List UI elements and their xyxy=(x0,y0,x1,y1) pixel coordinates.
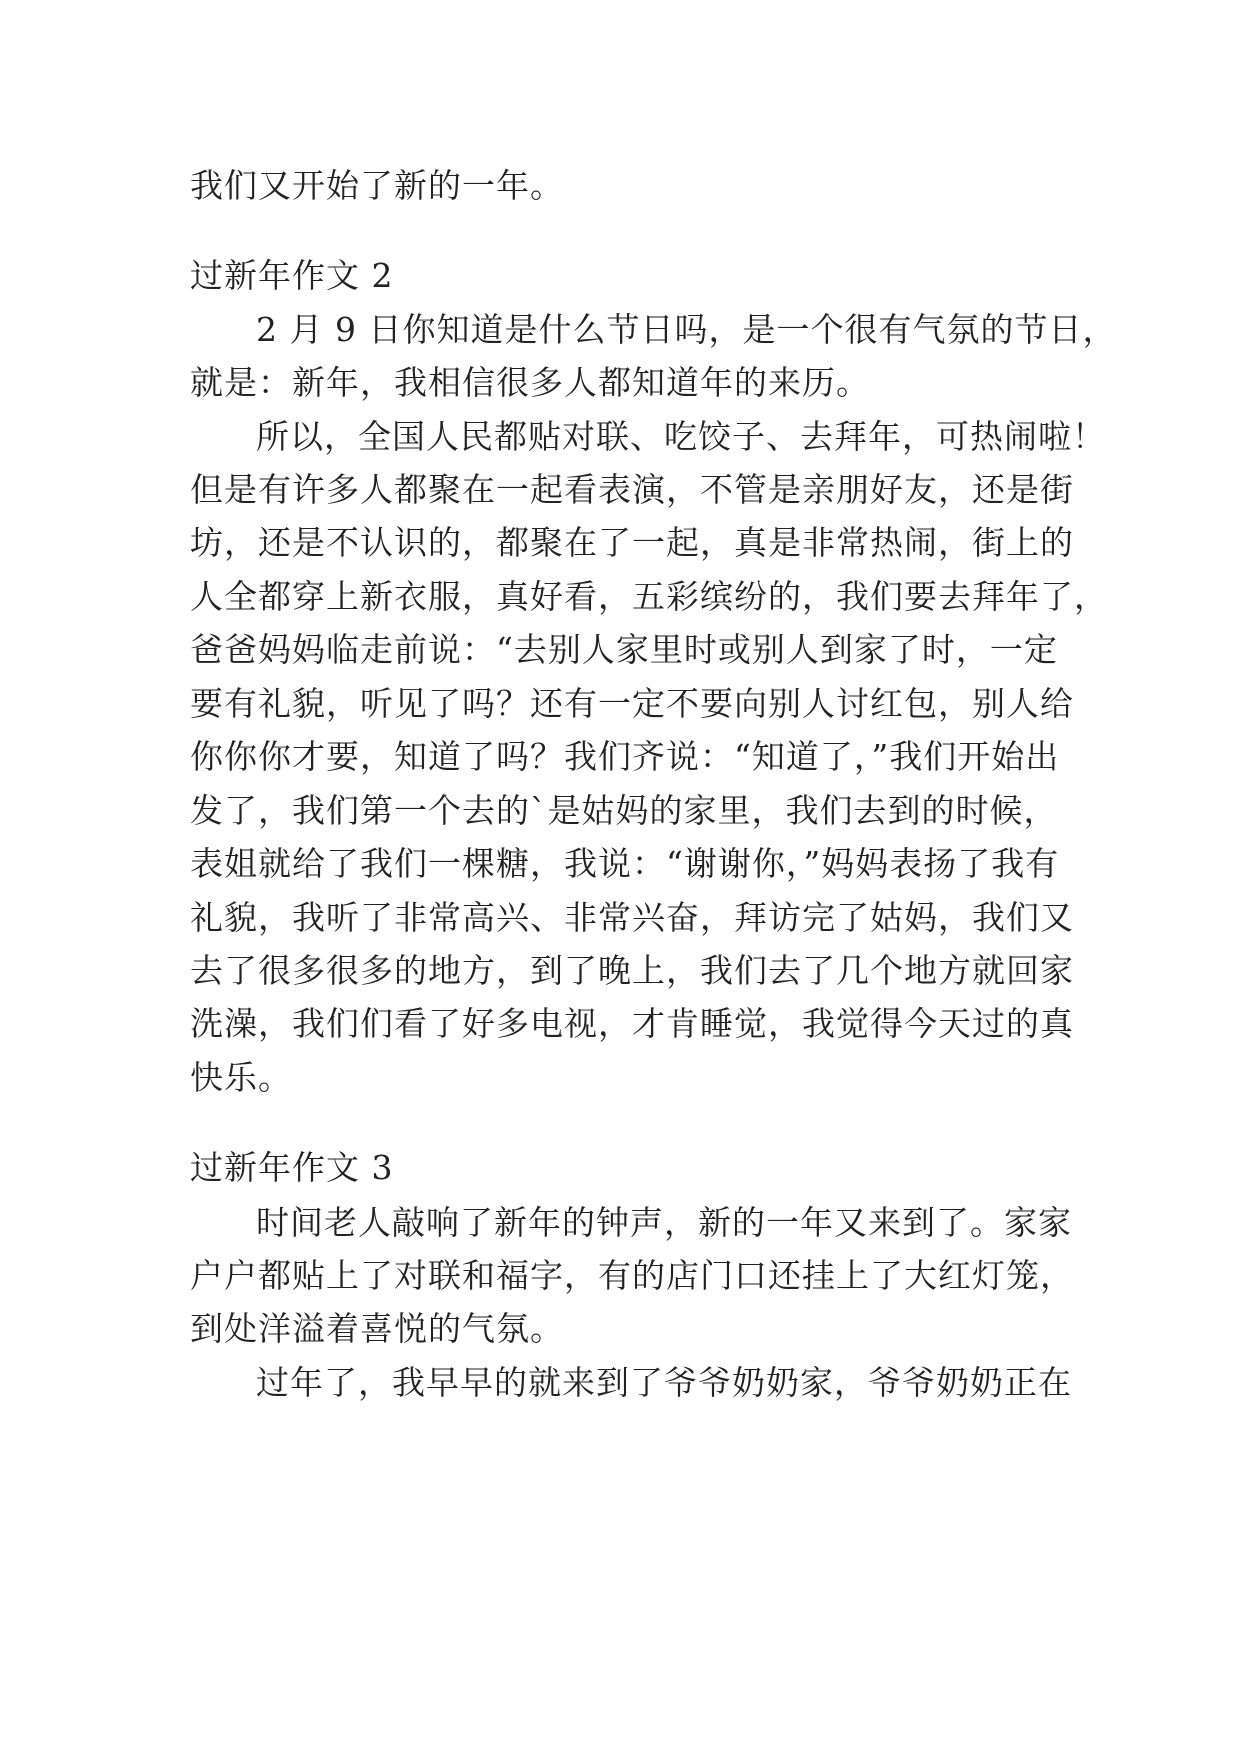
essay-2-line: 人全都穿上新衣服，真好看，五彩缤纷的，我们要去拜年了， xyxy=(190,577,1108,616)
essay-2-line: 去了很多很多的地方，到了晚上，我们去了几个地方就回家 xyxy=(190,951,1074,990)
essay-2-line: 爸爸妈妈临走前说：“去别人家里时或别人到家了时，一定 xyxy=(190,630,1058,669)
essay-2-line: 快乐。 xyxy=(190,1058,292,1097)
essay-2-line: 但是有许多人都聚在一起看表演，不管是亲朋好友，还是街 xyxy=(190,470,1074,509)
essay-2-line: 要有礼貌，听见了吗？还有一定不要向别人讨红包，别人给 xyxy=(190,684,1074,723)
essay-2-line: 表姐就给了我们一棵糖，我说：“谢谢你，”妈妈表扬了我有 xyxy=(190,844,1060,883)
essay-2-line: 礼貌，我听了非常高兴、非常兴奋，拜访完了姑妈，我们又 xyxy=(190,898,1074,937)
essay-3-title: 过新年作文 3 xyxy=(190,1148,394,1187)
essay-2-line: 就是：新年，我相信很多人都知道年的来历。 xyxy=(190,363,870,402)
essay-2-title: 过新年作文 2 xyxy=(190,256,394,295)
essay-3-line: 户户都贴上了对联和福字，有的店门口还挂上了大红灯笼， xyxy=(190,1256,1074,1295)
essay-2-line: 你你你才要，知道了吗？我们齐说：“知道了，”我们开始出 xyxy=(190,737,1060,776)
essay-2-line: 2 月 9 日你知道是什么节日吗，是一个很有气氛的节日， xyxy=(256,310,1117,349)
essay-2-line: 坊，还是不认识的，都聚在了一起，真是非常热闹，街上的 xyxy=(190,523,1074,562)
essay-3-line: 时间老人敲响了新年的钟声，新的一年又来到了。家家 xyxy=(256,1203,1072,1242)
essay-2-line: 所以，全国人民都贴对联、吃饺子、去拜年，可热闹啦！ xyxy=(256,417,1106,456)
essay-3-line: 过年了，我早早的就来到了爷爷奶奶家，爷爷奶奶正在 xyxy=(256,1363,1072,1402)
essay-3-line: 到处洋溢着喜悦的气氛。 xyxy=(190,1309,564,1348)
essay-2-line: 洗澡，我们们看了好多电视，才肯睡觉，我觉得今天过的真 xyxy=(190,1004,1074,1043)
intro-closing-line: 我们又开始了新的一年。 xyxy=(190,166,564,205)
essay-2-line: 发了，我们第一个去的`是姑妈的家里，我们去到的时候， xyxy=(190,791,1058,830)
